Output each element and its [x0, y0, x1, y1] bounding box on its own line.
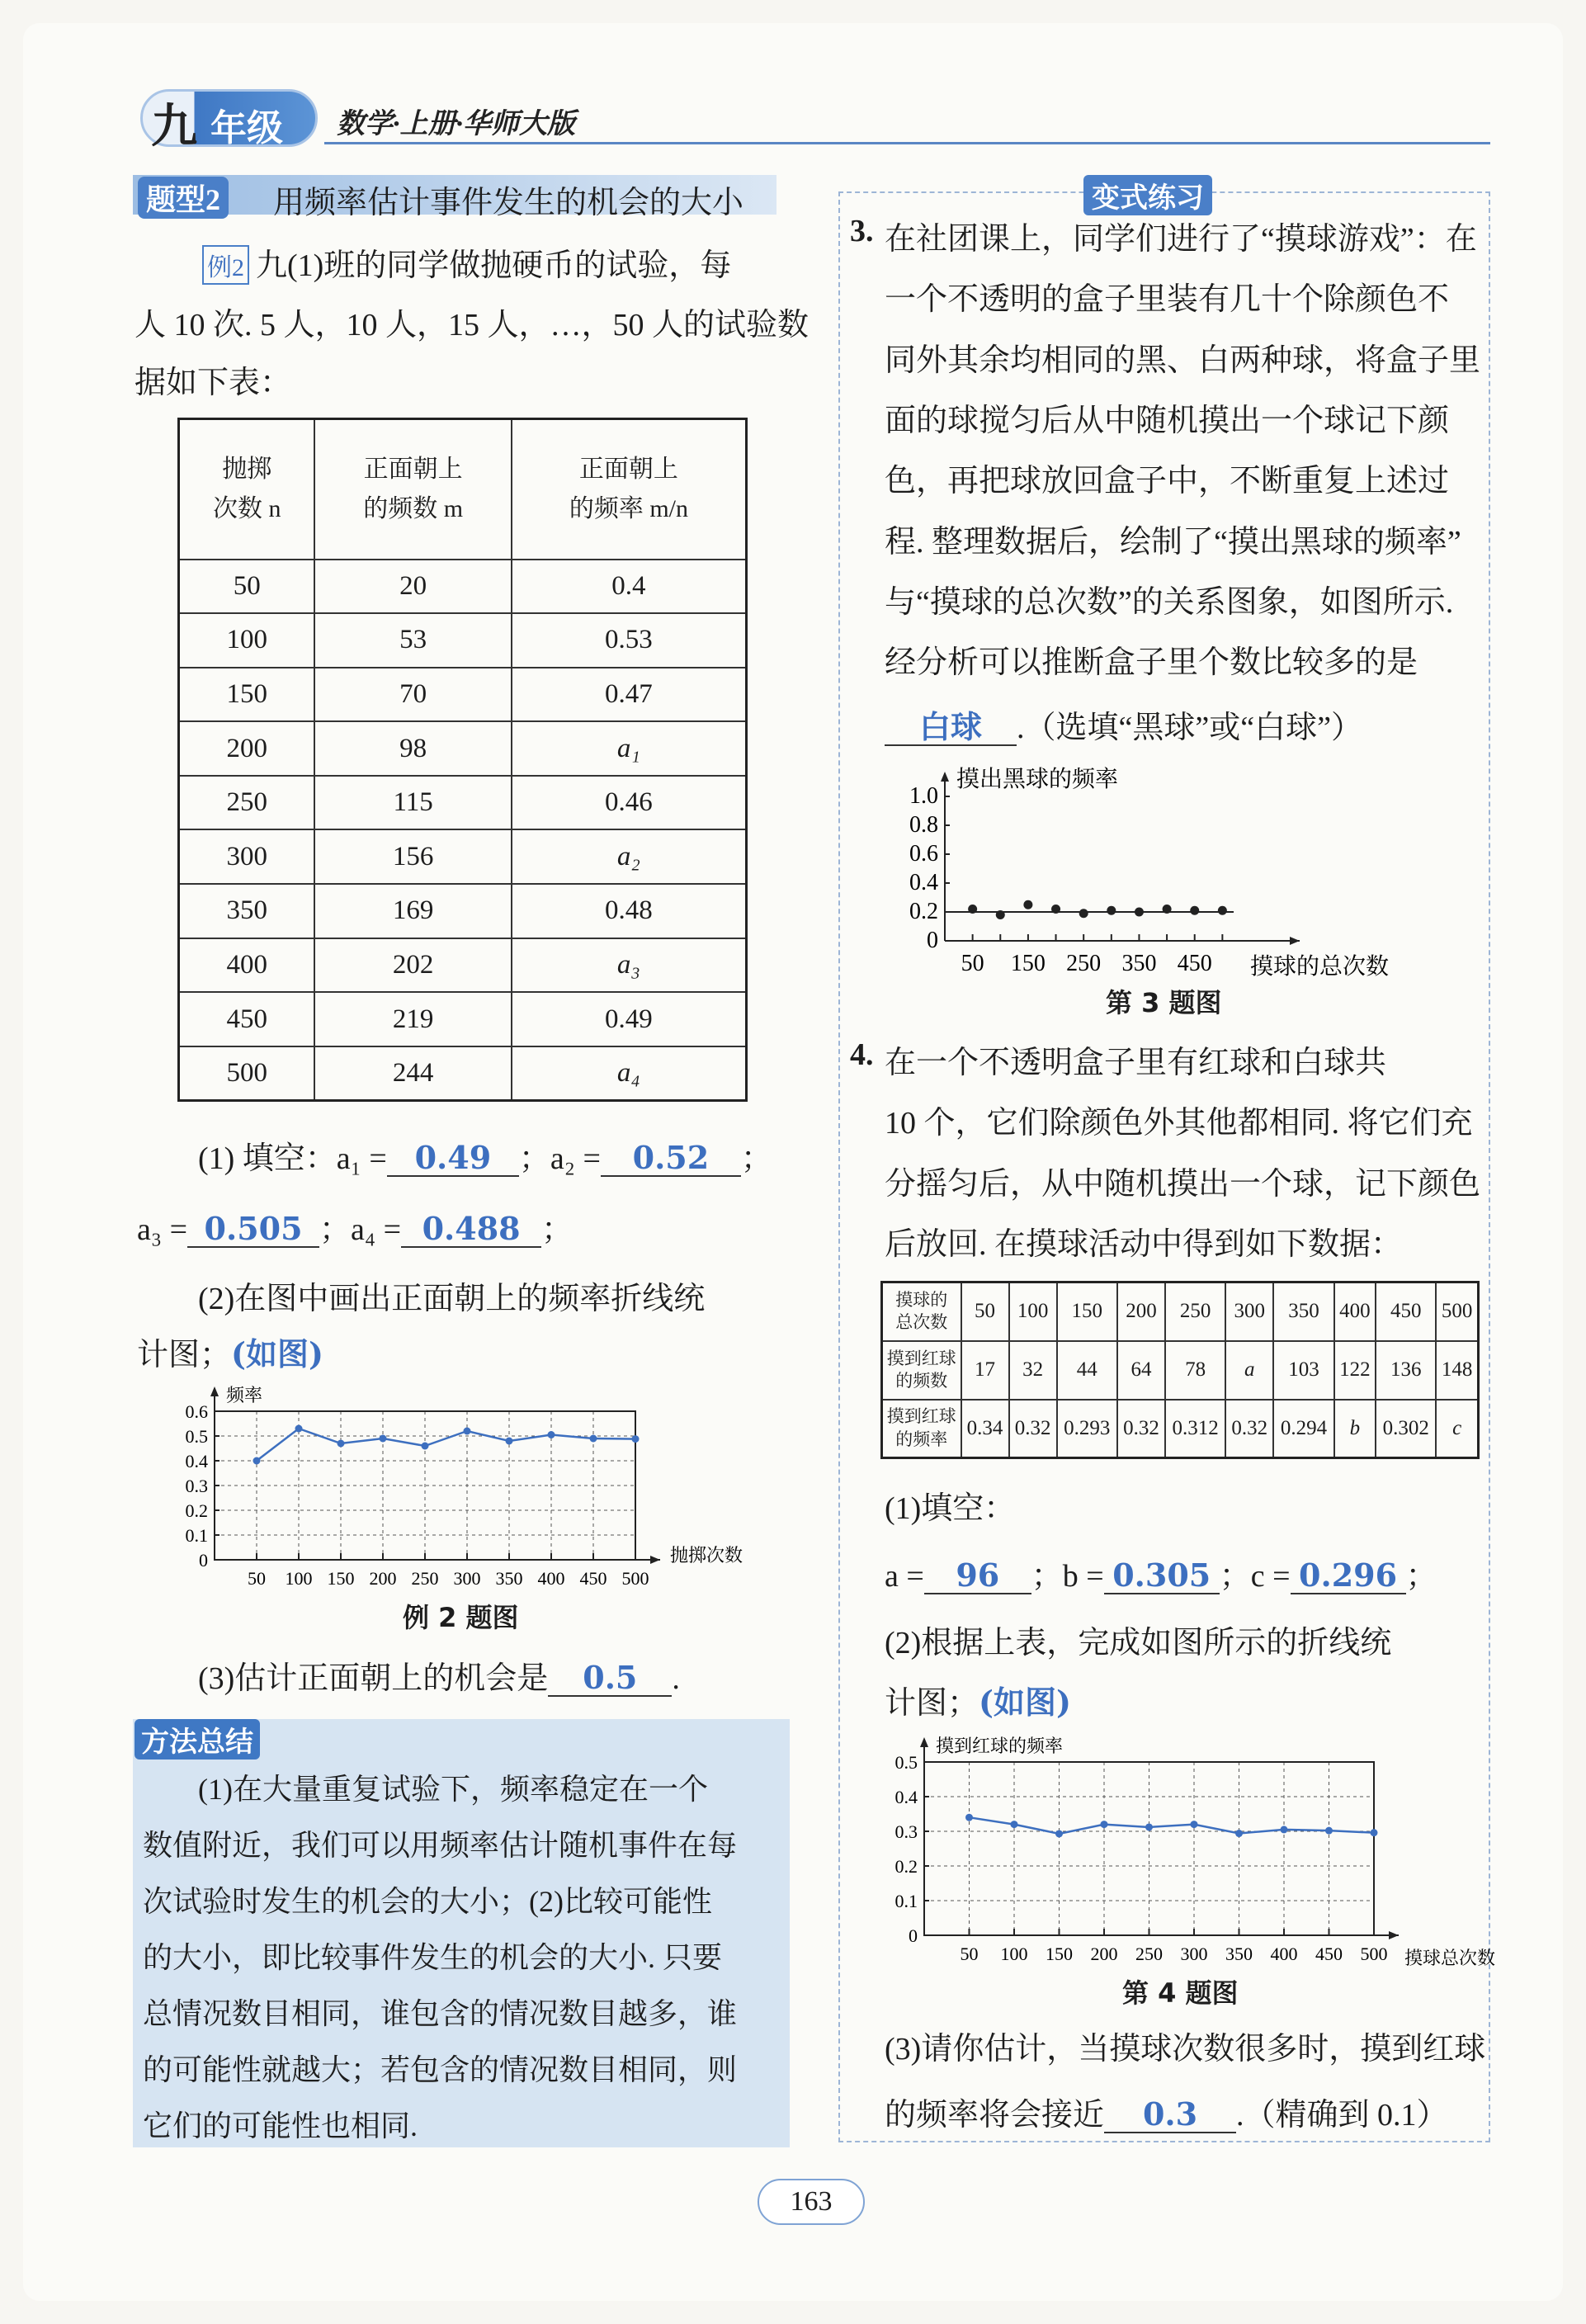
- data-point: [632, 1435, 640, 1443]
- q3-answer: 白球: [885, 710, 1017, 746]
- y-tick-label: 0.5: [185, 1426, 208, 1447]
- text-line: 与“摸球的总次数”的关系图象，如图所示.: [885, 584, 1454, 620]
- label: a₃ =: [137, 1212, 188, 1247]
- q2-text: [137, 1329, 323, 1374]
- text-line: 数值附近，我们可以用频率估计随机事件在每: [143, 1829, 738, 1862]
- table-row: [179, 721, 747, 776]
- data-point: [1107, 906, 1116, 915]
- row-header: 摸到红球 的频数: [882, 1341, 961, 1400]
- text-line: 在一个不透明盒子里有红球和白球共: [885, 1046, 1387, 1080]
- q3-caption: 第 3 题图: [1106, 987, 1222, 1018]
- label: .: [672, 1661, 680, 1696]
- y-tick-label: 0.4: [185, 1451, 208, 1471]
- table-row: [179, 829, 747, 884]
- table-cell: 0.46: [512, 776, 747, 830]
- table-header-cell: 抛掷 次数 n: [179, 419, 315, 560]
- table-row: [179, 560, 747, 614]
- section-title: 用频率估计事件发生的机会的大小: [273, 184, 744, 220]
- data-point: [464, 1428, 471, 1435]
- table-cell: 156: [314, 829, 511, 884]
- table-cell: 400: [1334, 1282, 1376, 1341]
- x-tick-label: 150: [1046, 1944, 1073, 1964]
- answer-b: 0.305: [1104, 1558, 1220, 1594]
- x-axis-label: 抛掷次数: [670, 1545, 743, 1566]
- table-cell: 350: [179, 884, 315, 938]
- table-cell: a₃: [512, 938, 747, 993]
- grade-badge: [140, 89, 318, 153]
- label: 计图；: [137, 1338, 232, 1372]
- table-cell: 103: [1273, 1341, 1333, 1400]
- x-tick-label: 350: [495, 1568, 523, 1589]
- y-tick-label: 0.4: [894, 1787, 918, 1807]
- example-line: 据如下表：: [135, 366, 292, 400]
- label: (3)估计正面朝上的机会是: [198, 1661, 549, 1696]
- label: ；: [1405, 1559, 1437, 1594]
- example-line: 人 10 次. 5 人，10 人，15 人，…，50 人的试验数: [135, 308, 810, 342]
- y-tick-label: 0: [909, 1925, 918, 1946]
- y-tick-label: 0.6: [909, 841, 938, 867]
- y-tick-label: 0.8: [909, 812, 938, 838]
- data-point: [1191, 1821, 1198, 1828]
- y-tick-label: 0: [199, 1550, 208, 1571]
- table-cell: 500: [1436, 1282, 1478, 1341]
- y-tick-label: 0.1: [185, 1525, 208, 1546]
- table-cell: 0.302: [1376, 1400, 1436, 1458]
- data-point: [380, 1435, 387, 1443]
- series-line: [257, 1429, 635, 1461]
- table-cell: 20: [314, 560, 511, 614]
- x-axis-arrow: [650, 1556, 660, 1564]
- y-tick-label: 0.3: [894, 1821, 918, 1842]
- y-tick-label: 0.5: [894, 1752, 918, 1773]
- x-tick-label: 400: [537, 1568, 565, 1589]
- table-cell: 0.294: [1273, 1400, 1333, 1458]
- coin-toss-table: [177, 418, 748, 1102]
- answer-c: 0.296: [1291, 1558, 1406, 1594]
- q3-number: 3.: [850, 214, 874, 248]
- x-axis-arrow: [1389, 1931, 1399, 1939]
- q3-answer-line: [885, 701, 1362, 747]
- x-axis-arrow: [1290, 937, 1300, 945]
- text-line: 一个不透明的盒子里装有几十个除颜色不: [885, 282, 1450, 318]
- data-point: [548, 1431, 555, 1438]
- table-cell: 44: [1057, 1341, 1117, 1400]
- x-axis-label: 摸球总次数: [1404, 1948, 1496, 1968]
- x-tick-label: 350: [1225, 1944, 1253, 1964]
- table-row: [882, 1341, 1479, 1400]
- q1-fill-line: [198, 1132, 772, 1178]
- y-tick-label: 0.1: [894, 1891, 918, 1911]
- table-cell: 200: [1117, 1282, 1165, 1341]
- answer-a3: 0.505: [187, 1212, 319, 1248]
- x-tick-label: 100: [1000, 1944, 1028, 1964]
- label: ；c =: [1219, 1559, 1291, 1594]
- label: (1) 填空：a₁ =: [198, 1141, 387, 1176]
- data-point: [1135, 908, 1144, 917]
- data-point: [965, 1814, 973, 1821]
- table-cell: 0.312: [1165, 1400, 1225, 1458]
- table-cell: 122: [1334, 1341, 1376, 1400]
- table-row: [179, 668, 747, 722]
- x-tick-label: 200: [369, 1568, 397, 1589]
- y-tick-label: 0.2: [894, 1856, 918, 1877]
- table-cell: 70: [314, 668, 511, 722]
- table-row: [882, 1400, 1479, 1458]
- y-axis-label: 频率: [226, 1385, 263, 1405]
- grade-label: 年级: [210, 108, 283, 149]
- question3-chart: [883, 759, 1461, 982]
- q4-caption: 第 4 题图: [1122, 1977, 1239, 2009]
- table-cell: 150: [1057, 1282, 1117, 1341]
- y-tick-label: 0.2: [909, 899, 938, 924]
- x-tick-label: 200: [1090, 1944, 1118, 1964]
- text-line: (1)在大量重复试验下，频率稳定在一个: [198, 1773, 708, 1806]
- table-cell: 250: [179, 776, 315, 830]
- text-line: 面的球搅匀后从中随机摸出一个球记下颜: [885, 403, 1450, 438]
- table-cell: a₄: [512, 1046, 747, 1101]
- table-cell: 53: [314, 613, 511, 668]
- practice-tag: 变式练习: [1083, 175, 1212, 215]
- example2-chart: [165, 1378, 784, 1593]
- table-cell: 450: [179, 992, 315, 1046]
- table-cell: c: [1436, 1400, 1478, 1458]
- example-tag: 例2: [202, 245, 249, 285]
- data-point: [1055, 1830, 1063, 1837]
- text-line: 分摇匀后，从中随机摸出一个球，记下颜色: [885, 1166, 1481, 1202]
- x-tick-label: 100: [285, 1568, 313, 1589]
- data-point: [337, 1440, 345, 1448]
- y-tick-label: 1.0: [909, 783, 938, 809]
- answer-a1: 0.49: [387, 1141, 519, 1177]
- table-cell: 50: [961, 1282, 1009, 1341]
- text-line: 的可能性就越大；若包含的情况数目相同，则: [143, 2053, 738, 2086]
- text-line: 色，再把球放回盒子中，不断重复上述过: [885, 464, 1450, 499]
- x-tick-label: 50: [961, 951, 984, 976]
- y-tick-label: 0: [927, 928, 938, 953]
- ball-draw-table: [880, 1281, 1480, 1459]
- label: 的频率将会接近: [885, 2098, 1105, 2133]
- data-point: [295, 1425, 303, 1433]
- x-tick-label: 500: [1360, 1944, 1388, 1964]
- y-axis-label: 摸到红球的频率: [936, 1736, 1064, 1756]
- grade-number: 九: [151, 102, 197, 153]
- y-tick-label: 0.6: [185, 1401, 208, 1422]
- data-point: [1163, 905, 1172, 914]
- text-line: 10 个，它们除颜色外其他都相同. 将它们充: [885, 1106, 1473, 1141]
- row-header: 摸球的 总次数: [882, 1282, 961, 1341]
- data-point: [1145, 1823, 1153, 1830]
- label: .（选填“黑球”或“白球”）: [1017, 711, 1362, 745]
- y-tick-label: 0.2: [185, 1500, 208, 1521]
- x-tick-label: 150: [327, 1568, 355, 1589]
- label: ；: [541, 1212, 574, 1247]
- q4-p3-answer: 0.3: [1104, 2097, 1236, 2133]
- table-cell: a₁: [512, 721, 747, 776]
- data-point: [506, 1438, 513, 1445]
- table-row: [179, 1046, 747, 1101]
- q3-line: [198, 1652, 680, 1698]
- table-cell: 350: [1273, 1282, 1333, 1341]
- example-text: 九(1)班的同学做抛硬币的试验，每: [256, 248, 732, 283]
- table-cell: 64: [1117, 1341, 1165, 1400]
- example2-caption: 例 2 题图: [403, 1602, 519, 1633]
- q4-p3: (3)请你估计，当摸球次数很多时，摸到红球: [885, 2032, 1486, 2067]
- header-divider: [324, 142, 1490, 144]
- q4-fill-line: [885, 1550, 1437, 1595]
- x-tick-label: 400: [1270, 1944, 1298, 1964]
- table-cell: 0.293: [1057, 1400, 1117, 1458]
- text-line: 总情况数目相同，谁包含的情况数目越多，谁: [143, 1997, 738, 2030]
- data-point: [1023, 900, 1032, 909]
- q2-text: (2)在图中画出正面朝上的频率折线统: [198, 1282, 706, 1316]
- data-point: [1011, 1821, 1018, 1828]
- x-axis-label: 摸球的总次数: [1250, 954, 1390, 980]
- label: ；b =: [1031, 1559, 1104, 1594]
- x-tick-label: 300: [453, 1568, 481, 1589]
- table-cell: a₂: [512, 829, 747, 884]
- table-cell: 219: [314, 992, 511, 1046]
- section-header: [133, 175, 776, 220]
- table-cell: 0.4: [512, 560, 747, 614]
- book-title: 数学·上册·华师大版: [337, 109, 575, 139]
- table-row: [179, 884, 747, 938]
- table-cell: b: [1334, 1400, 1376, 1458]
- table-cell: 244: [314, 1046, 511, 1101]
- table-cell: 169: [314, 884, 511, 938]
- q4-p3: [885, 2089, 1448, 2134]
- table-cell: 250: [1165, 1282, 1225, 1341]
- x-tick-label: 50: [248, 1568, 266, 1589]
- table-row: [882, 1282, 1479, 1341]
- x-tick-label: 300: [1180, 1944, 1208, 1964]
- q3-answer: 0.5: [548, 1660, 672, 1697]
- table-cell: 50: [179, 560, 315, 614]
- table-cell: 0.48: [512, 884, 747, 938]
- x-tick-label: 500: [621, 1568, 649, 1589]
- x-tick-label: 250: [1066, 951, 1102, 976]
- table-cell: 450: [1376, 1282, 1436, 1341]
- y-tick-label: 0.4: [909, 870, 938, 895]
- table-cell: 0.32: [1117, 1400, 1165, 1458]
- y-axis-arrow: [941, 772, 949, 782]
- table-header-row: [179, 419, 747, 560]
- row-header: 摸到红球 的频率: [882, 1400, 961, 1458]
- table-cell: 17: [961, 1341, 1009, 1400]
- data-point: [1235, 1830, 1243, 1837]
- table-row: [179, 938, 747, 993]
- data-point: [1101, 1821, 1108, 1828]
- text-line: 后放回. 在摸球活动中得到如下数据：: [885, 1226, 1403, 1262]
- table-cell: 400: [179, 938, 315, 993]
- answer-a: 96: [924, 1558, 1031, 1594]
- label: ；a₂ =: [518, 1141, 601, 1176]
- table-cell: 0.47: [512, 668, 747, 722]
- label: .（精确到 0.1）: [1236, 2098, 1448, 2133]
- table-cell: 0.32: [1009, 1400, 1057, 1458]
- data-point: [590, 1435, 597, 1443]
- table-cell: 98: [314, 721, 511, 776]
- table-row: [179, 776, 747, 830]
- table-cell: 78: [1165, 1341, 1225, 1400]
- label: 计图；: [885, 1686, 979, 1721]
- table-cell: 0.32: [1225, 1400, 1273, 1458]
- table-cell: 148: [1436, 1341, 1478, 1400]
- answer-a4: 0.488: [401, 1212, 541, 1248]
- q4-p2: (2)根据上表，完成如图所示的折线统: [885, 1626, 1392, 1660]
- table-cell: 32: [1009, 1341, 1057, 1400]
- label: ；: [740, 1141, 772, 1176]
- x-tick-label: 250: [1135, 1944, 1163, 1964]
- label: a =: [885, 1559, 924, 1594]
- q1-fill-line: [137, 1203, 573, 1249]
- x-tick-label: 150: [1010, 951, 1046, 976]
- text-line: 同外其余均相同的黑、白两种球，将盒子里: [885, 342, 1481, 378]
- q4-number: 4.: [850, 1037, 874, 1072]
- y-tick-label: 0.3: [185, 1476, 208, 1496]
- table-cell: 300: [179, 829, 315, 884]
- method-tag: 方法总结: [135, 1719, 260, 1760]
- x-tick-label: 450: [1315, 1944, 1343, 1964]
- x-tick-label: 450: [1177, 951, 1212, 976]
- table-cell: 136: [1376, 1341, 1436, 1400]
- y-axis-arrow: [920, 1737, 928, 1747]
- data-point: [1281, 1826, 1288, 1833]
- x-tick-label: 350: [1121, 951, 1157, 976]
- table-header-cell: 正面朝上 的频率 m/n: [512, 419, 747, 560]
- question4-chart: [866, 1725, 1502, 1972]
- data-point: [1079, 909, 1088, 918]
- table-cell: 0.34: [961, 1400, 1009, 1458]
- data-point: [1371, 1829, 1378, 1836]
- table-row: [179, 992, 747, 1046]
- answer-a2: 0.52: [601, 1141, 741, 1177]
- x-tick-label: 250: [411, 1568, 439, 1589]
- text-line: 的大小，即比较事件发生的机会的大小. 只要: [143, 1941, 723, 1974]
- section-tag: 题型2: [138, 177, 229, 219]
- table-header-cell: 正面朝上 的频数 m: [314, 419, 511, 560]
- table-cell: 300: [1225, 1282, 1273, 1341]
- x-tick-label: 50: [960, 1944, 979, 1964]
- example-line: [202, 239, 731, 285]
- data-point: [422, 1443, 429, 1450]
- q2-answer: (如图): [231, 1335, 323, 1372]
- page-number: 163: [758, 2179, 865, 2225]
- data-point: [996, 910, 1005, 919]
- y-axis-arrow: [210, 1386, 219, 1396]
- table-cell: 500: [179, 1046, 315, 1101]
- table-cell: 115: [314, 776, 511, 830]
- table-cell: 0.49: [512, 992, 747, 1046]
- text-line: 程. 整理数据后，绘制了“摸出黑球的频率”: [885, 524, 1461, 560]
- q4-p2: [885, 1677, 1071, 1722]
- q4-p1: (1)填空：: [885, 1491, 1016, 1526]
- table-cell: 0.53: [512, 613, 747, 668]
- table-row: [179, 613, 747, 668]
- x-tick-label: 450: [579, 1568, 607, 1589]
- text-line: 次试验时发生的机会的大小；(2)比较可能性: [143, 1885, 712, 1918]
- data-point: [1051, 905, 1060, 914]
- label: ；a₄ =: [319, 1212, 402, 1247]
- table-cell: 100: [179, 613, 315, 668]
- table-cell: 100: [1009, 1282, 1057, 1341]
- table-cell: a: [1225, 1341, 1273, 1400]
- data-point: [1325, 1827, 1333, 1835]
- data-point: [253, 1457, 261, 1465]
- y-axis-label: 摸出黑球的频率: [956, 767, 1119, 792]
- text-line: 经分析可以推断盒子里个数比较多的是: [885, 645, 1418, 681]
- data-point: [1218, 906, 1227, 915]
- table-cell: 200: [179, 721, 315, 776]
- text-line: 在社团课上，同学们进行了“摸球游戏”：在: [885, 222, 1477, 257]
- text-line: 它们的可能性也相同.: [143, 2109, 418, 2142]
- table-cell: 150: [179, 668, 315, 722]
- table-cell: 202: [314, 938, 511, 993]
- q4-p2-answer: (如图): [979, 1684, 1071, 1721]
- data-point: [1190, 906, 1199, 915]
- data-point: [968, 905, 977, 914]
